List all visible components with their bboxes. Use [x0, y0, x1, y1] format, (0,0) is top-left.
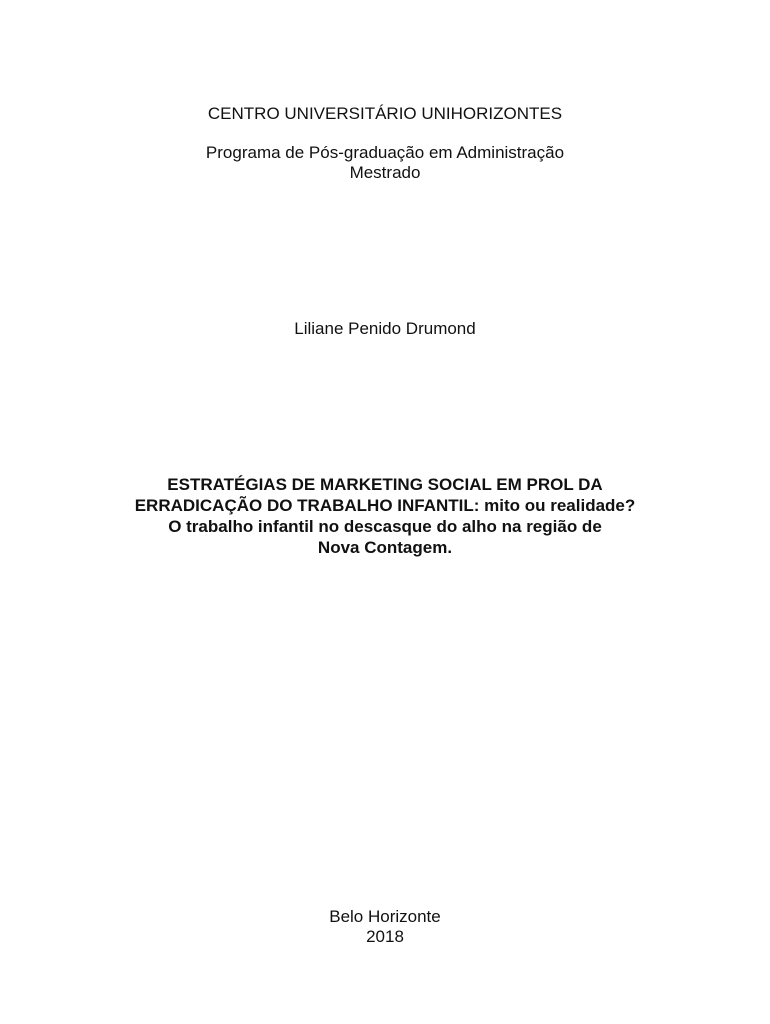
- program-name: Programa de Pós-graduação em Administração: [205, 143, 565, 162]
- thesis-title-line: Nova Contagem.: [317, 538, 453, 557]
- thesis-title: [0, 474, 770, 558]
- thesis-title-line: ESTRATÉGIAS DE MARKETING SOCIAL EM PROL DA: [167, 475, 603, 494]
- thesis-title-line: O trabalho infantil no descasque do alho na região de: [168, 517, 602, 536]
- institution-name: CENTRO UNIVERSITÁRIO UNIHORIZONTES: [207, 104, 563, 123]
- thesis-title-line: ERRADICAÇÃO DO TRABALHO INFANTIL: mito ou realidade?: [134, 496, 636, 515]
- city: Belo Horizonte: [329, 907, 441, 926]
- author-name: Liliane Penido Drumond: [294, 319, 476, 338]
- degree-level: Mestrado: [349, 163, 421, 182]
- year: 2018: [366, 927, 404, 946]
